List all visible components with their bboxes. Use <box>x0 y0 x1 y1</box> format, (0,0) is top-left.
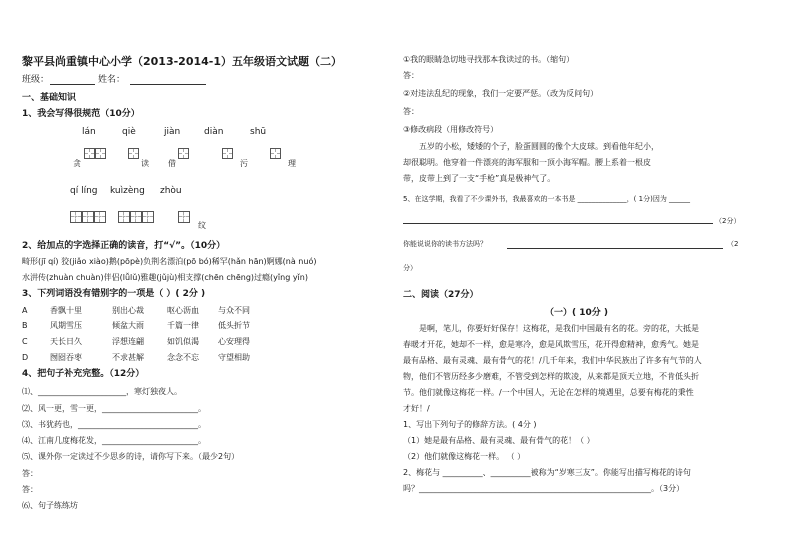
option-letter: B <box>22 321 28 330</box>
option-item: 与众不同 <box>218 306 250 315</box>
q5-line1: 5、在这学期，我看了不少课外书，我最喜欢的一本书是 ______________，( 1分)因为 ______ <box>403 195 691 203</box>
answer-label: 答： <box>22 485 38 494</box>
answer-label: 答： <box>22 469 38 478</box>
passage-line: 最有品格、最有灵魂、最有骨气的花！/几千年来，我们中华民族出了许多有气节的人 <box>403 356 702 365</box>
option-item: 不求甚解 <box>112 353 144 362</box>
write-box[interactable] <box>128 148 139 159</box>
rq1-heading: 1、写出下列句子的修辞方法。( 4分 ) <box>403 420 537 429</box>
option-item: 香飘十里 <box>50 306 82 315</box>
suffix-5: 理 <box>288 159 296 168</box>
write-box[interactable] <box>142 211 154 223</box>
q4-item-4: ⑷、江南几度梅花发，________________________。 <box>22 436 206 445</box>
pinyin-2: qiè <box>122 127 136 137</box>
q4-item-2: ⑵、风一更，雪一更，________________________。 <box>22 404 206 413</box>
passage-line: 是啊，笔儿，你要好好保存！这梅花，是我们中国最有名的花。旁的花，大抵是 <box>419 324 699 333</box>
class-blank[interactable] <box>50 84 95 85</box>
write-box[interactable] <box>84 148 95 159</box>
write-box[interactable] <box>95 148 106 159</box>
rq1-a: （1）她是最有品格、最有灵魂、最有骨气的花！（ ） <box>403 436 595 445</box>
r3-paragraph-line: 却很聪明。他穿着一件漂亮的海军服和一顶小海军帽。腰上系着一根皮 <box>403 158 651 167</box>
q4-item-3: ⑶、书犹药也，______________________________。 <box>22 420 206 429</box>
option-item: 千篇一律 <box>167 321 199 330</box>
pinyin-5: shū <box>250 127 267 137</box>
write-box[interactable] <box>94 211 106 223</box>
option-item: 倾盆大雨 <box>112 321 144 330</box>
passage-line: 才好！/ <box>403 404 430 413</box>
write-box[interactable] <box>222 148 233 159</box>
pinyin-1: lán <box>82 127 96 137</box>
passage-line: 物，他们不管历经多少磨难，不管受到怎样的欺凌，从来都是顶天立地，不肯低头折 <box>403 372 699 381</box>
name-blank[interactable] <box>130 84 206 85</box>
write-box[interactable] <box>82 211 94 223</box>
r3-question: ③修改病段（用修改符号） <box>403 125 499 134</box>
rq1-b: （2）他们就像这梅花一样。 （ ） <box>403 452 526 461</box>
q4-item-6: ⑹、句子练练坊 <box>22 501 78 510</box>
option-item: 浮想连翩 <box>112 337 144 346</box>
option-item: 呕心沥血 <box>167 306 199 315</box>
q5b-answer-blank[interactable] <box>507 248 723 249</box>
option-item: 守望相助 <box>218 353 250 362</box>
pinyin-8: zhòu <box>160 186 182 196</box>
r1-question: ①我的眼睛急切地寻找那本我读过的书。（缩句） <box>403 55 575 64</box>
q4-heading: 4、把句子补充完整。（12分） <box>22 369 145 379</box>
page-title: 黎平县尚重镇中心小学（2013-2014-1）五年级语文试题（二） <box>22 55 343 68</box>
option-letter: C <box>22 337 28 346</box>
pinyin-6: qí líng <box>70 186 98 196</box>
q5-line2: 你能说说你的读书方法吗？ <box>403 240 487 248</box>
option-item: 如饥似渴 <box>167 337 199 346</box>
r2-question: ②对违法乱纪的现象，我们一定要严惩。（改为反问句） <box>403 89 599 98</box>
write-box[interactable] <box>130 211 142 223</box>
option-item: 念念不忘 <box>167 353 199 362</box>
pinyin-3: jiàn <box>164 127 181 137</box>
r3-paragraph-line: 五岁的小松，矮矮的个子，脸蛋圆圆的像个大皮球。到看他年纪小， <box>419 142 659 151</box>
pinyin-4: diàn <box>204 127 224 137</box>
suffix-6: 纹 <box>198 221 206 230</box>
reading-title: （一）( 10分 ) <box>545 308 609 318</box>
rq2-line1: 2、梅花与 __________、__________被称为“岁寒三友”。你能写出描写梅花的诗句 <box>403 468 691 477</box>
option-item: 风期雪压 <box>50 321 82 330</box>
passage-line: 节。他们就像这梅花一样。/一个中国人，无论在怎样的境遇里，总要有梅花的秉性 <box>403 388 694 397</box>
write-box[interactable] <box>178 211 190 223</box>
class-label: 班级： <box>22 75 50 85</box>
option-item: 别出心裁 <box>112 306 144 315</box>
q2-line2: 水汫传(zhuàn chuàn)伴侣(lǚlǔ)雅趣(jǔjù)相支撑(chēn chēng)过瘾(yǐng yǐn) <box>22 273 308 282</box>
answer-label: 答： <box>403 71 419 80</box>
suffix-1: 贪 <box>73 159 81 168</box>
q5-score: （2分） <box>715 217 741 225</box>
write-box[interactable] <box>178 148 189 159</box>
option-item: 天长日久 <box>50 337 82 346</box>
option-letter: D <box>22 353 29 362</box>
rq2-line2: 吗？__________________________________________________________。（3分） <box>403 484 685 493</box>
part1-heading: 一、基础知识 <box>22 93 77 103</box>
name-label: 姓名： <box>98 75 126 85</box>
q5-answer-blank[interactable] <box>403 223 713 224</box>
suffix-4: 污 <box>240 159 248 168</box>
part2-heading: 二、阅读（27分） <box>403 290 479 300</box>
q5b-score: （2 <box>727 240 739 248</box>
q4-item-1: ⑴、______________________，寒灯独夜人。 <box>22 387 182 396</box>
passage-line: 春暖才开花，她却不一样，愈是寒冷，愈是风欺雪压，花开得愈精神，愈秀气。她是 <box>403 340 699 349</box>
option-item: 囫囵吞枣 <box>50 353 82 362</box>
option-item: 心安理得 <box>218 337 250 346</box>
suffix-2: 读 <box>141 159 149 168</box>
q1-heading: 1、我会写得很规范（10分） <box>22 109 140 119</box>
write-box[interactable] <box>70 211 82 223</box>
write-box[interactable] <box>118 211 130 223</box>
answer-label: 答： <box>403 107 419 116</box>
pinyin-7: kuìzèng <box>110 186 145 196</box>
q3-heading: 3、下列词语没有错别字的一项是（ ）( 2分 ) <box>22 289 206 299</box>
q2-line1: 畸形(jī qí) 狡(jiǎo xiào)鹅(pōpè)负荆名漂泊(pō bó)稀罕(hǎn hān)婀娜(nà nuó) <box>22 257 317 266</box>
r3-paragraph-line: 带，皮带上到了一支“手枪”真是极神气了。 <box>403 174 556 183</box>
q4-item-5: ⑸、课外你一定读过不少思乡的诗，请你写下来。（最少2句） <box>22 452 240 461</box>
option-item: 低头折节 <box>218 321 250 330</box>
write-box[interactable] <box>270 148 281 159</box>
suffix-3: 借 <box>168 159 176 168</box>
option-letter: A <box>22 306 28 315</box>
q2-heading: 2、给加点的字选择正确的读音，打“√”。（10分） <box>22 241 226 251</box>
q5b-score-cont: 分） <box>403 264 417 272</box>
